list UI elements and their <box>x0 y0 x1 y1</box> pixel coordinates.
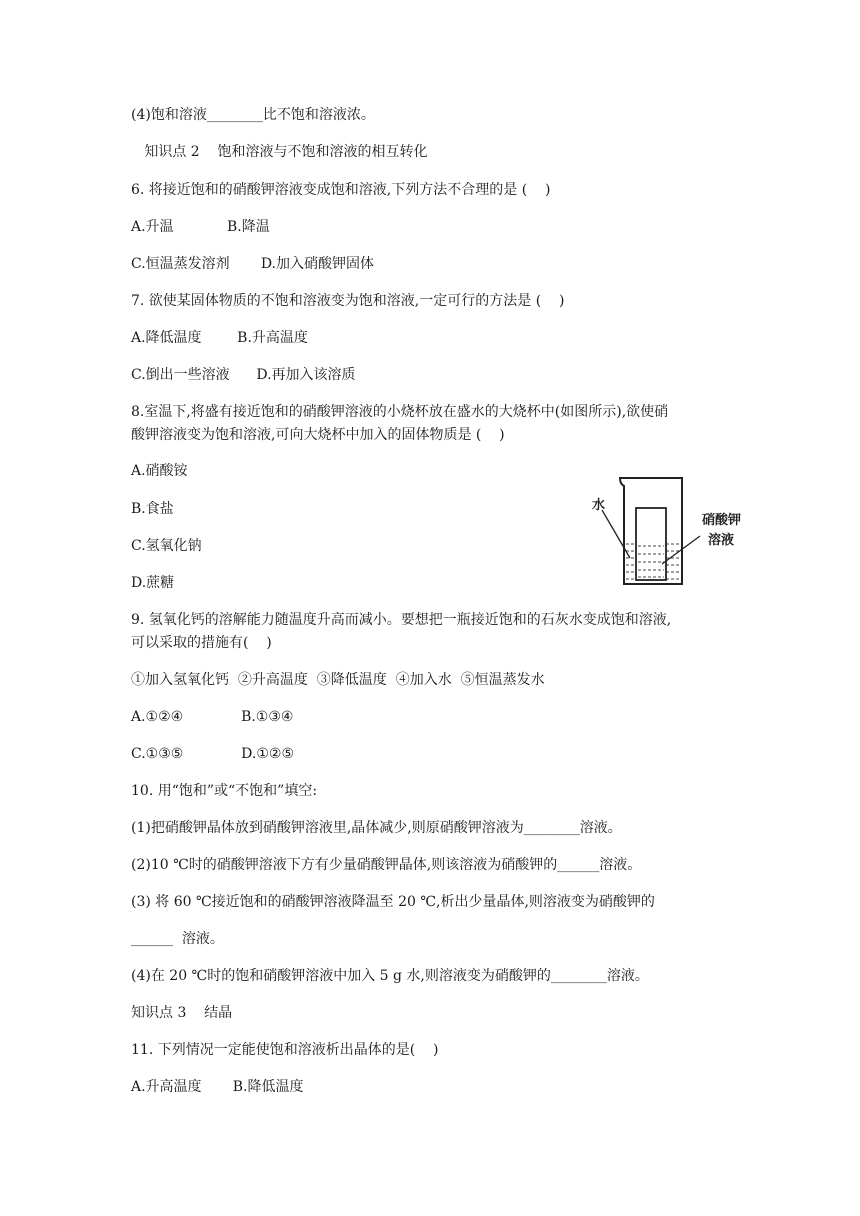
q8-option-b: B.食盐 <box>131 501 174 517</box>
question-8-line1: 8.室温下,将盛有接近饱和的硝酸钾溶液的小烧杯放在盛水的大烧杯中(如图所示),欲使硝 <box>131 404 669 420</box>
q10-part4: (4)在 20 ℃时的饱和硝酸钾溶液中加入 5 g 水,则溶液变为硝酸钾的________溶液。 <box>131 968 649 984</box>
q8-option-d: D.蔗糖 <box>131 575 175 591</box>
q9-options-cd: C.①③⑤ D.①②⑤ <box>131 746 294 762</box>
question-11: 11. 下列情况一定能使饱和溶液析出晶体的是( ) <box>131 1042 439 1058</box>
q8-option-a: A.硝酸铵 <box>131 463 188 479</box>
question-10: 10. 用“饱和”或“不饱和”填空: <box>131 783 318 799</box>
q6-options-cd: C.恒温蒸发溶剂 D.加入硝酸钾固体 <box>131 256 374 272</box>
label-solution-line2: 溶液 <box>708 532 735 547</box>
q10-part1: (1)把硝酸钾晶体放到硝酸钾溶液里,晶体减少,则原硝酸钾溶液为________溶液。 <box>131 820 622 836</box>
q7-options-cd: C.倒出一些溶液 D.再加入该溶质 <box>131 367 356 383</box>
beaker-illustration <box>586 474 756 594</box>
question-9-line1: 9. 氢氧化钙的溶解能力随温度升高而减小。要想把一瓶接近饱和的石灰水变成饱和溶液, <box>131 612 672 628</box>
text-line: (4)饱和溶液________比不饱和溶液浓。 <box>131 107 375 123</box>
beaker-diagram <box>586 474 756 594</box>
q11-options-ab: A.升高温度 B.降低温度 <box>131 1079 304 1095</box>
q10-part3-line1: (3) 将 60 ℃接近饱和的硝酸钾溶液降温至 20 ℃,析出少量晶体,则溶液变为硝酸钾的 <box>131 894 655 910</box>
section-heading: 知识点 2 饱和溶液与不饱和溶液的相互转化 <box>131 144 428 160</box>
q9-measures: ①加入氢氧化钙 ②升高温度 ③降低温度 ④加入水 ⑤恒温蒸发水 <box>131 672 545 688</box>
question-9-line2: 可以采取的措施有( ) <box>131 635 272 651</box>
label-water: 水 <box>592 497 606 512</box>
label-solution-line1: 硝酸钾 <box>702 512 742 527</box>
q9-options-ab: A.①②④ B.①③④ <box>131 709 294 725</box>
question-8-line2: 酸钾溶液变为饱和溶液,可向大烧杯中加入的固体物质是 ( ) <box>131 427 505 443</box>
question-7: 7. 欲使某固体物质的不饱和溶液变为饱和溶液,一定可行的方法是 ( ) <box>131 293 565 309</box>
section-heading: 知识点 3 结晶 <box>131 1005 233 1021</box>
q7-options-ab: A.降低温度 B.升高温度 <box>131 330 308 346</box>
q6-options-ab: A.升温 B.降温 <box>131 219 270 235</box>
q8-option-c: C.氢氧化钠 <box>131 538 202 554</box>
q10-part2: (2)10 ℃时的硝酸钾溶液下方有少量硝酸钾晶体,则该溶液为硝酸钾的______溶液。 <box>131 857 642 873</box>
q10-part3-line2: ______ 溶液。 <box>131 931 224 947</box>
question-6: 6. 将接近饱和的硝酸钾溶液变成饱和溶液,下列方法不合理的是 ( ) <box>131 182 551 198</box>
